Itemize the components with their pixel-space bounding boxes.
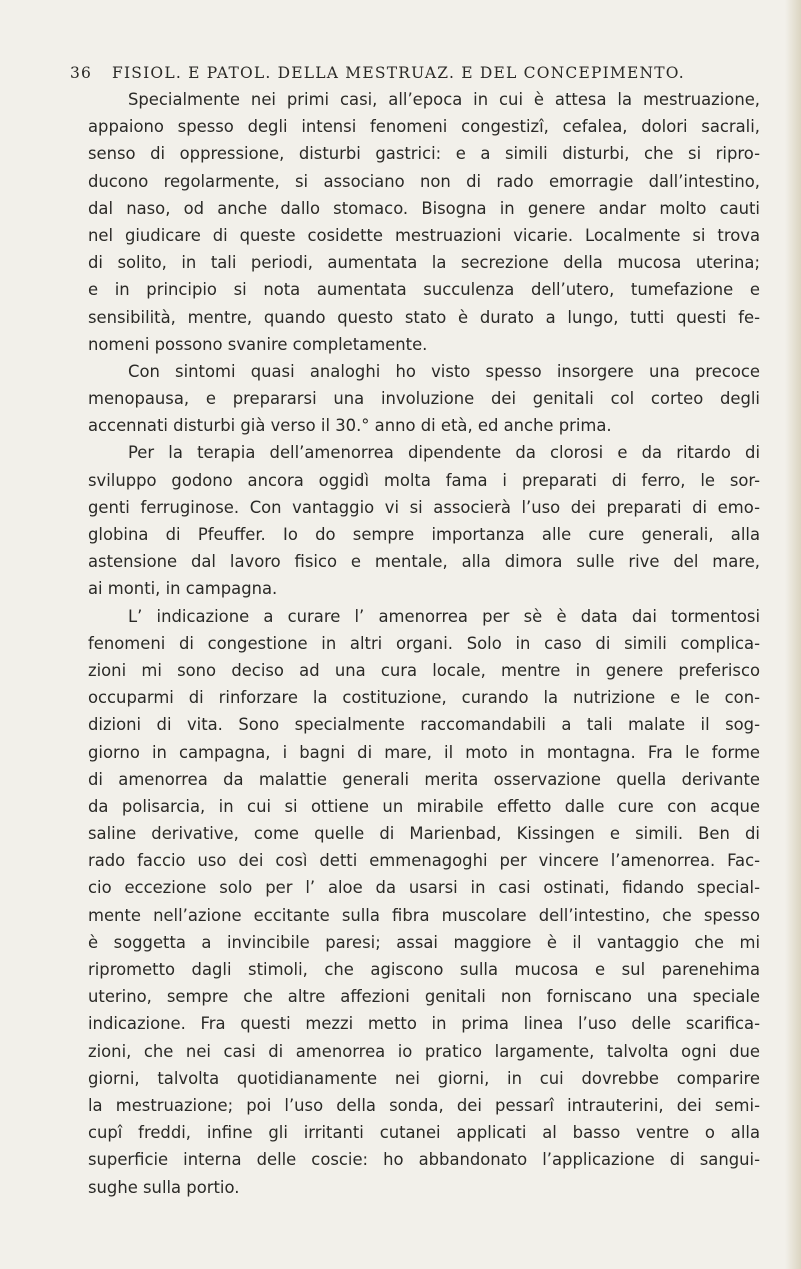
text-line: la mestruazione; poi l’uso della sonda, dei pessarî intrauterini, dei semi-	[88, 1095, 760, 1115]
text-line: sughe sulla portio.	[88, 1177, 240, 1197]
text-line: globina di Pfeuffer. Io do sempre importanza alle cure generali, alla	[88, 525, 760, 544]
text-line: riprometto dagli stimoli, che agiscono sulla mucosa e sul parenehima	[88, 960, 760, 979]
text-line: dizioni di vita. Sono specialmente raccomandabili a tali malate il sog-	[88, 715, 760, 735]
text-line: uterino, sempre che altre affezioni genitali non forniscano una speciale	[88, 987, 760, 1007]
text-line: dal naso, od anche dallo stomaco. Bisogna in genere andar molto cauti	[88, 198, 760, 218]
text-line: Per la terapia dell’amenorrea dipendente da clorosi e da ritardo di	[128, 443, 760, 463]
text-line: zioni mi sono deciso ad una cura locale, mentre in genere preferisco	[88, 660, 760, 680]
text-line: giorni, talvolta quotidianamente nei giorni, in cui dovrebbe comparire	[88, 1068, 760, 1088]
text-line: fenomeni di congestione in altri organi. Solo in caso di simili complica-	[88, 633, 760, 653]
text-line: L’ indicazione a curare l’ amenorrea per sè è data dai tormentosi	[128, 606, 760, 626]
text-line: accennati disturbi già verso il 30.° anno di età, ed anche prima.	[88, 416, 612, 436]
text-line: giorno in campagna, i bagni di mare, il moto in montagna. Fra le forme	[88, 742, 760, 762]
text-line: di amenorrea da malattie generali merita osservazione quella derivante	[88, 769, 760, 789]
text-line: superficie interna delle coscie: ho abbandonato l’applicazione di sangui-	[88, 1150, 760, 1170]
page-edge-shadow	[785, 0, 801, 1269]
text-line: ducono regolarmente, si associano non di rado emorragie dall’intestino,	[88, 171, 760, 191]
text-line: zioni, che nei casi di amenorrea io pratico largamente, talvolta ogni due	[88, 1041, 760, 1061]
text-line: da polisarcia, in cui si ottiene un mirabile effetto dalle cure con acque	[88, 796, 760, 816]
page-number: 36	[70, 64, 93, 82]
text-line: appaiono spesso degli intensi fenomeni congestizî, cefalea, dolori sacrali,	[88, 117, 760, 137]
text-line: genti ferruginose. Con vantaggio vi si associerà l’uso dei preparati di emo-	[88, 497, 760, 517]
text-line: mente nell’azione eccitante sulla fibra muscolare dell’intestino, che spesso	[88, 905, 760, 925]
body-text	[88, 86, 760, 1201]
paragraph	[88, 603, 760, 1201]
text-line: rado faccio uso dei così detti emmenagoghi per vincere l’amenorrea. Fac-	[88, 851, 760, 871]
running-title: FISIOL. E PATOL. DELLA MESTRUAZ. E DEL CONCEPIMENTO.	[112, 64, 685, 82]
text-line: sviluppo godono ancora oggidì molta fama i preparati di ferro, le sor-	[88, 470, 760, 490]
text-line: occuparmi di rinforzare la costituzione, curando la nutrizione e le con-	[88, 688, 760, 708]
text-line: di solito, in tali periodi, aumentata la secrezione della mucosa uterina;	[88, 253, 760, 273]
text-line: indicazione. Fra questi mezzi metto in prima linea l’uso delle scarifica-	[88, 1014, 760, 1034]
paragraph	[88, 86, 760, 358]
text-line: menopausa, e prepararsi una involuzione dei genitali col corteo degli	[88, 389, 760, 409]
text-line: saline derivative, come quelle di Marienbad, Kissingen e simili. Ben di	[88, 824, 760, 844]
text-line: cio eccezione solo per l’ aloe da usarsi in casi ostinati, fidando special-	[88, 878, 760, 898]
paragraph	[88, 358, 760, 440]
text-line: Con sintomi quasi analoghi ho visto spesso insorgere una precoce	[128, 361, 760, 381]
text-line: astensione dal lavoro fisico e mentale, alla dimora sulle rive del mare,	[88, 552, 760, 572]
text-line: e in principio si nota aumentata succulenza dell’utero, tumefazione e	[88, 280, 760, 300]
paragraph	[88, 439, 760, 602]
text-line: senso di oppressione, disturbi gastrici: e a simili disturbi, che si ripro-	[88, 144, 760, 164]
text-line: ai monti, in campagna.	[88, 579, 278, 599]
text-line: nel giudicare di queste cosidette mestruazioni vicarie. Localmente si trova	[88, 225, 760, 245]
text-line: sensibilità, mentre, quando questo stato è durato a lungo, tutti questi fe-	[88, 307, 760, 327]
text-line: Specialmente nei primi casi, all’epoca in cui è attesa la mestruazione,	[128, 90, 760, 109]
text-line: nomeni possono svanire completamente.	[88, 334, 428, 354]
running-header	[70, 64, 770, 86]
text-line: cupî freddi, infine gli irritanti cutanei applicati al basso ventre o alla	[88, 1123, 760, 1143]
text-line: è soggetta a invincibile paresi; assai maggiore è il vantaggio che mi	[88, 932, 760, 952]
